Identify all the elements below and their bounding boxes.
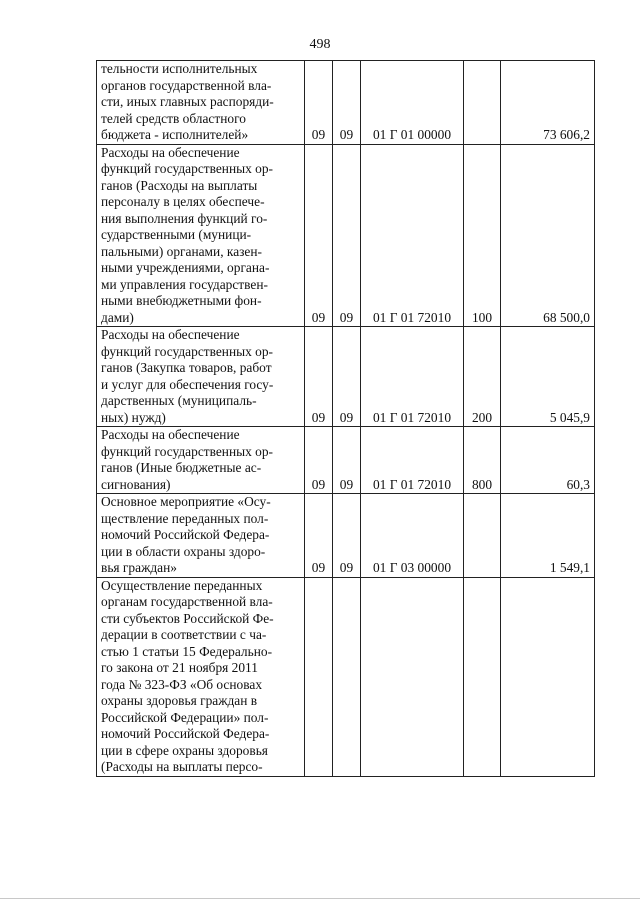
row-description: Расходы на обеспечение функций государственных ор- ганов (Закупка товаров, работ и услуг для обеспечения госу- дарственных (муниципаль- ных) нужд) xyxy=(97,327,305,427)
row-description: тельности исполнительных органов государственной вла- сти, иных главных распоряди- телей средств областного бюджета - исполнителей» xyxy=(97,61,305,145)
table-row xyxy=(97,61,595,145)
row-description: Основное мероприятие «Осу- ществление переданных пол- номочий Российской Федера- ции в области охраны здоро- вья граждан» xyxy=(97,494,305,578)
budget-table xyxy=(96,60,595,777)
table-row xyxy=(97,494,595,578)
row-description: Расходы на обеспечение функций государственных ор- ганов (Расходы на выплаты персоналу в целях обеспече- ния выполнения функций го- сударственными (муници- пальными) органами, казен- ными учреждениями, органа- ми управления государствен- ными внебюджетными фон- дами) xyxy=(97,144,305,327)
expense-type-code: 800 xyxy=(464,427,501,494)
section-code: 09 xyxy=(305,327,333,427)
amount xyxy=(501,577,595,776)
subsection-code xyxy=(333,577,361,776)
row-description: Осуществление переданных органам государственной вла- сти субъектов Российской Фе- дерации в соответствии с ча- стью 1 статьи 15 Федерально- го закона от 21 ноября 2011 года № 323-ФЗ «Об основах охраны здоровья граждан в Российской Федерации» пол- номочий Российской Федера- ции в сфере охраны здоровья (Расходы на выплаты персо- xyxy=(97,577,305,776)
table-row xyxy=(97,577,595,776)
subsection-code: 09 xyxy=(333,427,361,494)
target-article-code: 01 Г 01 72010 xyxy=(361,144,464,327)
section-code: 09 xyxy=(305,427,333,494)
subsection-code: 09 xyxy=(333,61,361,145)
table-row xyxy=(97,427,595,494)
target-article-code: 01 Г 03 00000 xyxy=(361,494,464,578)
expense-type-code xyxy=(464,577,501,776)
expense-type-code xyxy=(464,61,501,145)
target-article-code xyxy=(361,577,464,776)
table-row xyxy=(97,327,595,427)
page-number: 498 xyxy=(309,37,331,52)
expense-type-code: 100 xyxy=(464,144,501,327)
amount: 60,3 xyxy=(501,427,595,494)
section-code: 09 xyxy=(305,144,333,327)
expense-type-code xyxy=(464,494,501,578)
section-code: 09 xyxy=(305,494,333,578)
amount: 1 549,1 xyxy=(501,494,595,578)
amount: 73 606,2 xyxy=(501,61,595,145)
expense-type-code: 200 xyxy=(464,327,501,427)
subsection-code: 09 xyxy=(333,327,361,427)
section-code xyxy=(305,577,333,776)
scan-edge-line xyxy=(0,898,640,899)
target-article-code: 01 Г 01 72010 xyxy=(361,427,464,494)
amount: 5 045,9 xyxy=(501,327,595,427)
amount: 68 500,0 xyxy=(501,144,595,327)
table-row xyxy=(97,144,595,327)
subsection-code: 09 xyxy=(333,144,361,327)
target-article-code: 01 Г 01 72010 xyxy=(361,327,464,427)
target-article-code: 01 Г 01 00000 xyxy=(361,61,464,145)
subsection-code: 09 xyxy=(333,494,361,578)
row-description: Расходы на обеспечение функций государственных ор- ганов (Иные бюджетные ас- сигнования) xyxy=(97,427,305,494)
section-code: 09 xyxy=(305,61,333,145)
